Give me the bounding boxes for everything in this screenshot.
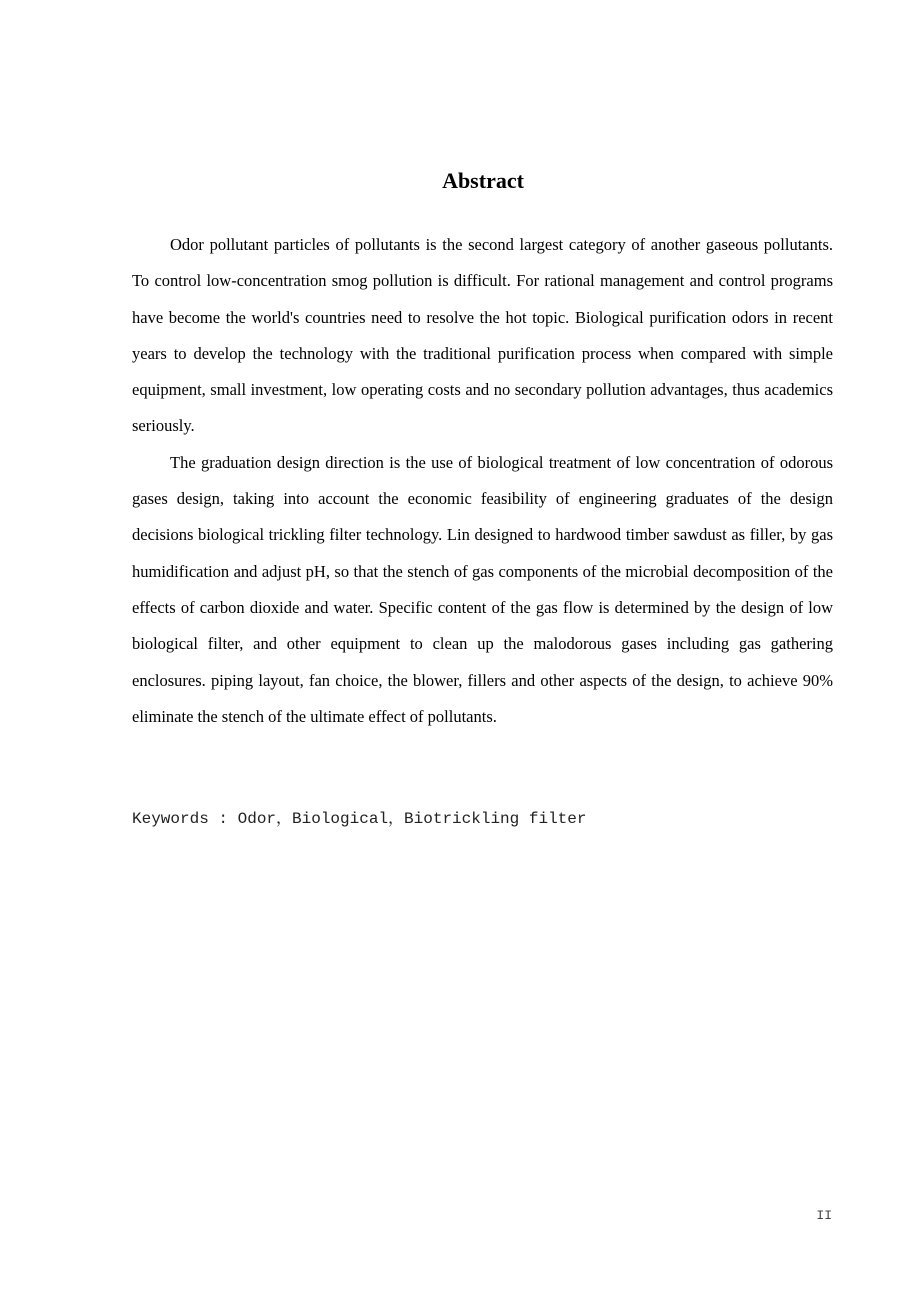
abstract-body	[132, 227, 833, 735]
abstract-paragraph-1: Odor pollutant particles of pollutants is the second largest category of another gaseous pollutants. To control low-concentration smog pollution is difficult. For rational management and control programs have become the world's countries need to resolve the hot topic. Biological purification odors in recent years to develop the technology with the traditional purification process when compared with simple equipment, small investment, low operating costs and no secondary pollution advantages, thus academics seriously.	[132, 235, 833, 436]
abstract-paragraph-2: The graduation design direction is the use of biological treatment of low concentration of odorous gases design, taking into account the economic feasibility of engineering graduates of the design decisions biological trickling filter technology. Lin designed to hardwood timber sawdust as filler, by gas humidification and adjust pH, so that the stench of gas components of the microbial decomposition of the effects of carbon dioxide and water. Specific content of the gas flow is determined by the design of low biological filter, and other equipment to clean up the malodorous gases including gas gathering enclosures. piping layout, fan choice, the blower, fillers and other aspects of the design, to achieve 90% eliminate the stench of the ultimate effect of pollutants.	[132, 452, 833, 726]
keywords-line: Keywords : Odor，Biological，Biotrickling filter	[132, 810, 587, 828]
abstract-title: Abstract	[442, 168, 524, 193]
page-number: II	[816, 1208, 832, 1223]
